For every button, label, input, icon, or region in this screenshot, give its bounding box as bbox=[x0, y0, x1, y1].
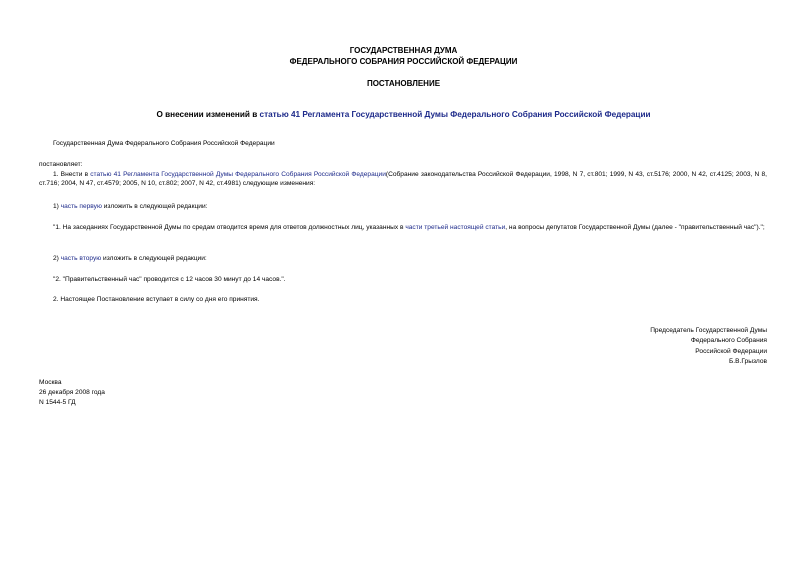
sub2-prefix: 2) bbox=[53, 255, 61, 262]
sub2-rest: изложить в следующей редакции: bbox=[101, 255, 207, 262]
sub2-paragraph bbox=[39, 255, 767, 264]
sub1-part-link[interactable]: часть первую bbox=[60, 203, 102, 210]
sub1-text bbox=[39, 203, 767, 212]
title-prefix: О внесении изменений в bbox=[156, 110, 260, 119]
quote1-text bbox=[39, 224, 767, 233]
item2-text: 2. Настоящее Постановление вступает в силу со дня его принятия. bbox=[53, 296, 260, 303]
quote2-paragraph bbox=[39, 276, 767, 285]
item1-article-link[interactable]: статью 41 Регламента Государственной Думы Федерального Собрания Российской Федерации bbox=[90, 171, 386, 178]
item1-text bbox=[39, 171, 767, 188]
quote1-paragraph bbox=[39, 224, 767, 233]
sub1-paragraph bbox=[39, 203, 767, 212]
sub2-text bbox=[39, 255, 767, 264]
item1-prefix: 1. Внести в bbox=[53, 171, 91, 178]
issuer-paragraph bbox=[39, 140, 767, 149]
item2-paragraph bbox=[39, 296, 767, 305]
decrees-paragraph bbox=[39, 161, 767, 170]
org-name-line1: ГОСУДАРСТВЕННАЯ ДУМА bbox=[349, 46, 458, 55]
footer-number: N 1544-5 ГД bbox=[39, 399, 76, 406]
signature-name: Б.В.Грызлов bbox=[728, 358, 767, 365]
sub1-rest: изложить в следующей редакции: bbox=[101, 203, 208, 210]
sub2-part-link[interactable]: часть вторую bbox=[60, 255, 102, 262]
quote2-text: "2. "Правительственный час" проводится с 12 часов 30 минут до 14 часов.". bbox=[53, 276, 286, 283]
quote1-a: "1. На заседаниях Государственной Думы по средам отводится время для ответов должностных лиц, указанных в bbox=[53, 224, 406, 231]
decrees-text: постановляет: bbox=[39, 161, 83, 168]
document-type: ПОСТАНОВЛЕНИЕ bbox=[366, 79, 441, 88]
document-title bbox=[0, 110, 807, 121]
title-article-link[interactable]: статью 41 Регламента Государственной Думы Федерального Собрания Российской Федерации bbox=[259, 110, 651, 119]
quote1-part-link[interactable]: части третьей настоящей статьи bbox=[405, 224, 506, 231]
footer-city: Москва bbox=[39, 379, 62, 386]
org-name-line2: ФЕДЕРАЛЬНОГО СОБРАНИЯ РОССИЙСКОЙ ФЕДЕРАЦИИ bbox=[289, 57, 518, 66]
signature-line3: Российской Федерации bbox=[695, 348, 767, 355]
issuer-text: Государственная Дума Федерального Собрания Российской Федерации bbox=[53, 140, 275, 147]
sub1-prefix: 1) bbox=[53, 203, 61, 210]
footer-date: 26 декабря 2008 года bbox=[39, 389, 105, 396]
quote1-b: , на вопросы депутатов Государственной Думы (далее - "правительственный час")."; bbox=[505, 224, 765, 231]
item1-paragraph bbox=[39, 171, 767, 188]
item1-rest: (Собрание законодательства Российской Федерации, 1998, N 7, ст.801; 1999, N 43, ст.5176; 2000, N 42, ст.4125; 2003, N 8, ст.716; 2004, N 47, ст.4579; 2005, N 10, ст.802; 2007, N 42, ст.4981) следующие изменения: bbox=[39, 171, 767, 187]
signature-line2: Федерального Собрания bbox=[690, 337, 767, 344]
signature-line1: Председатель Государственной Думы bbox=[650, 327, 767, 334]
